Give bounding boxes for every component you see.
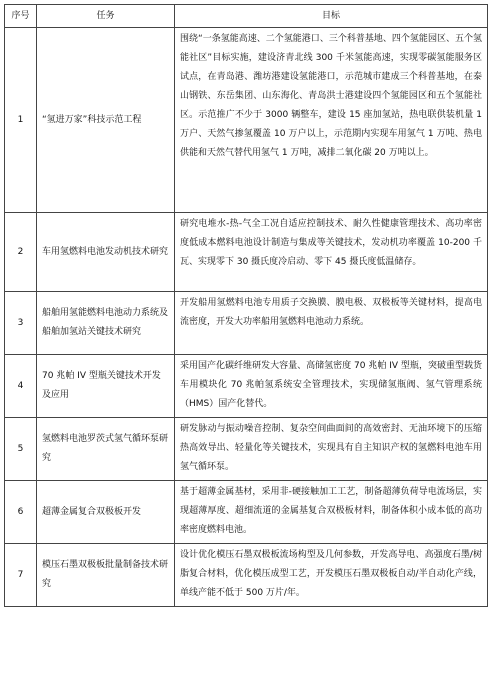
row-number: 4 <box>5 355 37 418</box>
row-goal: 开发船用氢燃料电池专用质子交换膜、膜电极、双极板等关键材料，提高电流密度，开发大功率船用氢燃料电池动力系统。 <box>175 292 488 355</box>
row-number: 1 <box>5 28 37 213</box>
table-row <box>5 544 488 607</box>
row-goal: 研究电堆水-热-气全工况自适应控制技术、耐久性健康管理技术、高功率密度低成本燃料电池设计制造与集成等关键技术，发动机功率覆盖 10-200 千瓦、实现零下 30 摄氏度冷启动、零下 45 摄氏度低温储存。 <box>175 213 488 292</box>
row-task: 模压石墨双极板批量制备技术研究 <box>37 544 175 607</box>
row-goal: 基于超薄金属基材，采用非-硬接触加工工艺，制备超薄负荷导电流场层，实现超薄厚度、超细流道的金属基复合双极板材料，制备体积小成本低的高功率密度燃料电池。 <box>175 481 488 544</box>
row-task: 氢燃料电池罗茨式氢气循环泵研究 <box>37 418 175 481</box>
row-number: 7 <box>5 544 37 607</box>
row-number: 2 <box>5 213 37 292</box>
row-goal: 研发脉动与振动噪音控制、复杂空间曲面间的高效密封、无油环境下的压缩热高效导出、轻量化等关键技术，实现具有自主知识产权的氢燃料电池车用氢气循环泵。 <box>175 418 488 481</box>
row-goal: 设计优化模压石墨双极板流场构型及几何参数，开发高导电、高强度石墨/树脂复合材料，优化模压成型工艺，开发模压石墨双极板自动/半自动化产线，单线产能不低于 500 万片/年。 <box>175 544 488 607</box>
row-task: 车用氢燃料电池发动机技术研究 <box>37 213 175 292</box>
table-row <box>5 355 488 418</box>
tasks-table <box>4 4 488 607</box>
table-row <box>5 481 488 544</box>
row-goal: 围绕“一条氢能高速、二个氢能港口、三个科普基地、四个氢能园区、五个氢能社区”目标实施，建设济青北线 300 千米氢能高速，实现零碳氢能服务区试点，在青岛港、潍坊港建设氢能港口，示范城市建成三个科普基地，在泰山钢铁、东岳集团、山东海化、青岛洪士港建设四个氢能园区和五个氢能社区。示范推广不少于 3000 辆整车，建设 15 座加氢站，热电联供装机量 1 万户、天然气掺氢覆盖 10 万户以上，示范期内实现车用氢气 1 万吨、热电供能和天然气替代用氢气 1 万吨，减排二氧化碳 20 万吨以上。 <box>175 28 488 213</box>
table-row <box>5 418 488 481</box>
table-row <box>5 213 488 292</box>
row-number: 6 <box>5 481 37 544</box>
table-row <box>5 28 488 213</box>
table-row <box>5 292 488 355</box>
row-task: 超薄金属复合双极板开发 <box>37 481 175 544</box>
row-goal: 采用国产化碳纤维研发大容量、高储氢密度 70 兆帕 IV 型瓶，突破重型载货车用模块化 70 兆帕氢系统安全管理技术，实现储氢瓶阀、氢气管理系统（HMS）国产化替代。 <box>175 355 488 418</box>
header-task: 任务 <box>37 5 175 28</box>
row-task: 船舶用氢能燃料电池动力系统及船舶加氢站关键技术研究 <box>37 292 175 355</box>
row-number: 3 <box>5 292 37 355</box>
header-row <box>5 5 488 28</box>
row-number: 5 <box>5 418 37 481</box>
header-num: 序号 <box>5 5 37 28</box>
row-task: 70 兆帕 IV 型瓶关键技术开发及应用 <box>37 355 175 418</box>
header-goal: 目标 <box>175 5 488 28</box>
row-task: “氢进万家”科技示范工程 <box>37 28 175 213</box>
